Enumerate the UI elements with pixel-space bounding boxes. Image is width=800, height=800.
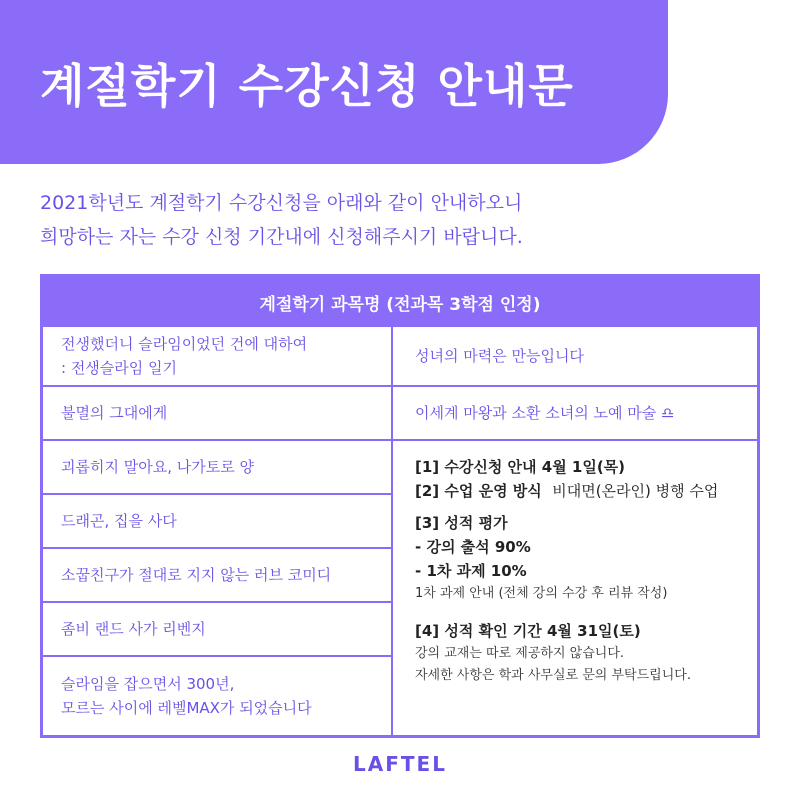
info-assignment-note: 1차 과제 안내 (전체 강의 수강 후 리뷰 작성) xyxy=(415,586,668,601)
course-title: 슬라임을 잡으면서 300년, xyxy=(61,675,235,693)
intro-line-1: 2021학년도 계절학기 수강신청을 아래와 같이 안내하오니 xyxy=(40,192,523,214)
laftel-logo: LAFTEL xyxy=(353,752,447,776)
course-subtitle: 모르는 사이에 레벨MAX가 되었습니다 xyxy=(61,699,312,717)
course-title: 괴롭히지 말아요, 나가토로 양 xyxy=(61,458,254,476)
course-cell xyxy=(43,495,391,549)
course-title: 전생했더니 슬라임이었던 건에 대하여 xyxy=(61,335,308,353)
course-cell xyxy=(393,327,757,387)
info-class-format-value: 비대면(온라인) 병행 수업 xyxy=(552,482,719,500)
table-heading: 계절학기 과목명 (전과목 3학점 인정) xyxy=(43,277,757,327)
info-note-textbook: 강의 교재는 따로 제공하지 않습니다. xyxy=(415,646,625,661)
course-cell xyxy=(43,603,391,657)
page-title: 계절학기 수강신청 안내문 xyxy=(40,59,574,113)
course-title: 좀비 랜드 사가 리벤지 xyxy=(61,620,206,638)
intro-line-2: 희망하는 자는 수강 신청 기간내에 신청해주시기 바랍니다. xyxy=(40,226,523,248)
enrollment-info xyxy=(393,441,757,735)
course-cell xyxy=(43,441,391,495)
info-grading-attendance: - 강의 출석 90% xyxy=(415,538,531,556)
info-note-contact: 자세한 사항은 학과 사무실로 문의 부탁드립니다. xyxy=(415,668,691,683)
info-class-format xyxy=(415,479,757,503)
info-class-format-label: [2] 수업 운영 방식 xyxy=(415,482,542,500)
course-title: 이세계 마왕과 소환 소녀의 노예 마술 ♎ xyxy=(415,404,675,422)
course-cell xyxy=(43,387,391,441)
info-grading-assignment: - 1차 과제 10% xyxy=(415,562,527,580)
course-list-right xyxy=(393,327,757,735)
info-registration: [1] 수강신청 안내 4월 1일(목) xyxy=(415,458,626,476)
info-grade-check: [4] 성적 확인 기간 4월 31일(토) xyxy=(415,622,641,640)
course-title: 드래곤, 집을 사다 xyxy=(61,512,177,530)
course-cell xyxy=(43,549,391,603)
course-cell xyxy=(43,657,391,735)
course-subtitle: : 전생슬라임 일기 xyxy=(61,359,178,377)
info-grading: [3] 성적 평가 xyxy=(415,514,508,532)
course-title: 성녀의 마력은 만능입니다 xyxy=(415,347,584,365)
header-banner xyxy=(0,0,668,164)
course-cell xyxy=(393,387,757,441)
course-list-left xyxy=(43,327,393,735)
course-cell xyxy=(43,327,391,387)
course-title: 소꿉친구가 절대로 지지 않는 러브 코미디 xyxy=(61,566,332,584)
course-table xyxy=(40,274,760,738)
course-title: 불멸의 그대에게 xyxy=(61,404,168,422)
intro-text xyxy=(40,186,760,254)
